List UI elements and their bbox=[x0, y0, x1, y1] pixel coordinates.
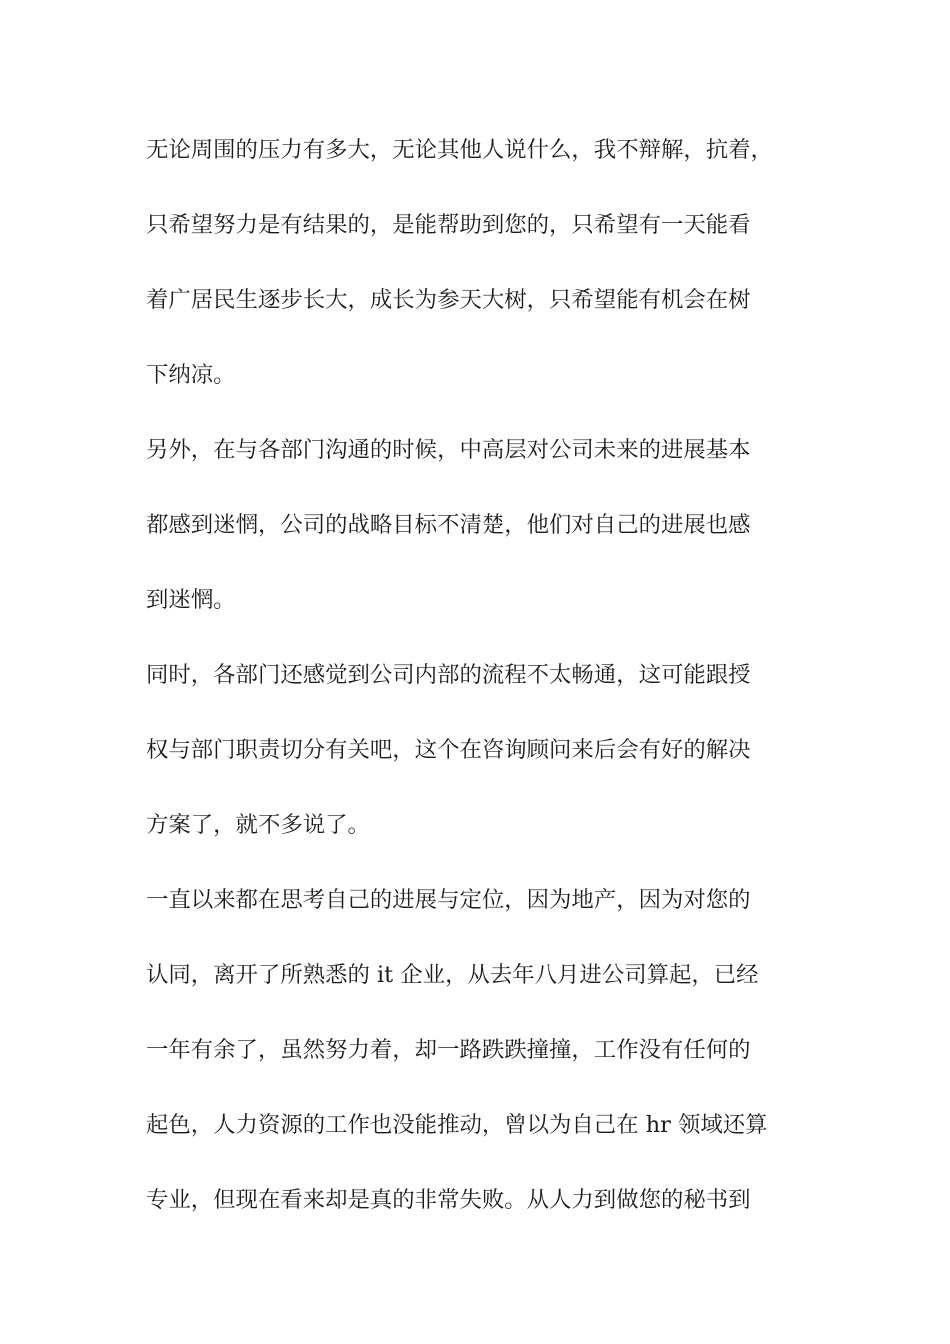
text-line: 无论周围的压力有多大，无论其他人说什么，我不辩解，抗着， bbox=[146, 137, 773, 163]
text-line: 认同，离开了所熟悉的 it 企业，从去年八月进公司算起，已经 bbox=[146, 962, 759, 988]
text-line: 权与部门职责切分有关吧，这个在咨询顾问来后会有好的解决 bbox=[146, 737, 751, 763]
text-line: 到迷惘。 bbox=[146, 587, 236, 613]
text-line: 专业，但现在看来却是真的非常失败。从人力到做您的秘书到 bbox=[146, 1187, 751, 1213]
text-line: 一直以来都在思考自己的进展与定位，因为地产，因为对您的 bbox=[146, 887, 751, 913]
text-line: 起色，人力资源的工作也没能推动，曾以为自己在 hr 领域还算 bbox=[146, 1112, 768, 1138]
text-line: 只希望努力是有结果的，是能帮助到您的，只希望有一天能看 bbox=[146, 212, 751, 238]
text-line: 一年有余了，虽然努力着，却一路跌跌撞撞，工作没有任何的 bbox=[146, 1037, 751, 1063]
text-line: 方案了，就不多说了。 bbox=[146, 812, 370, 838]
text-line: 同时，各部门还感觉到公司内部的流程不太畅通，这可能跟授 bbox=[146, 662, 751, 688]
text-line: 都感到迷惘，公司的战略目标不清楚，他们对自己的进展也感 bbox=[146, 512, 751, 538]
text-line: 另外，在与各部门沟通的时候，中高层对公司未来的进展基本 bbox=[146, 437, 751, 463]
text-line: 下纳凉。 bbox=[146, 362, 236, 388]
text-line: 着广居民生逐步长大，成长为参天大树，只希望能有机会在树 bbox=[146, 287, 751, 313]
